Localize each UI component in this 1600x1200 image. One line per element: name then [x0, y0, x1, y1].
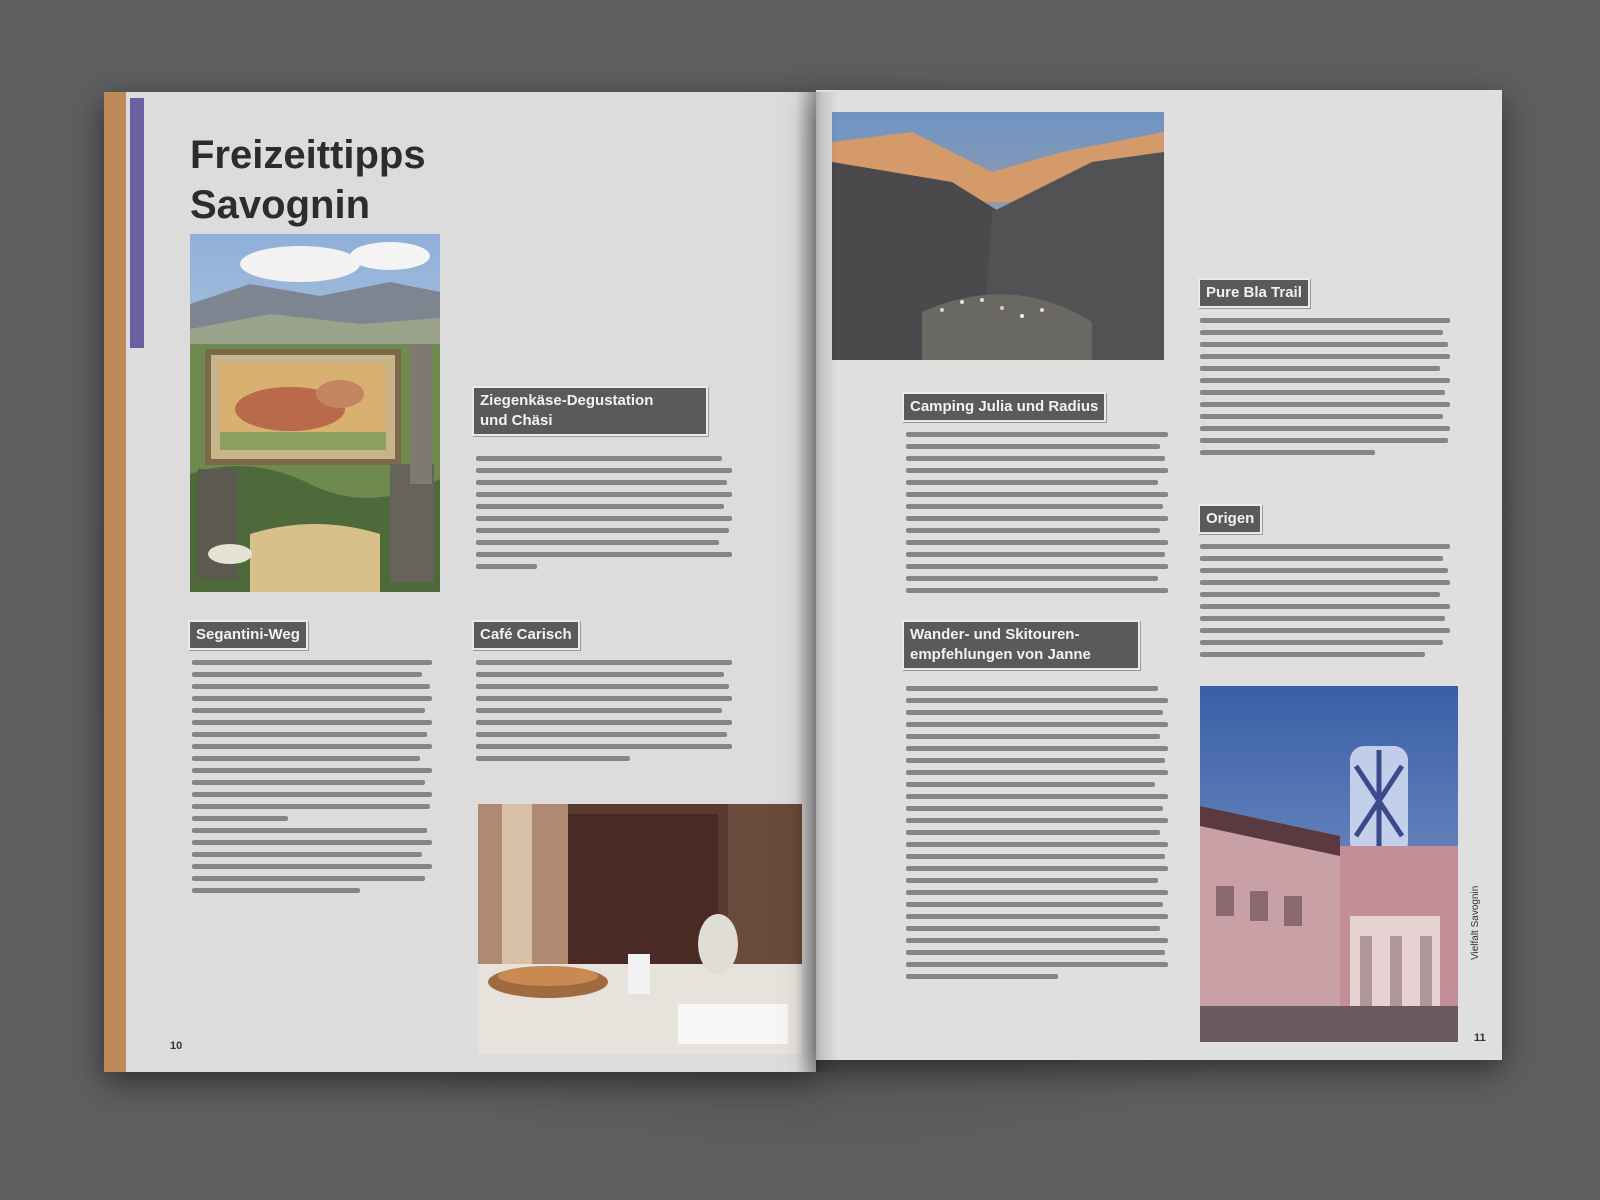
segantini-body-text	[192, 660, 432, 900]
trail-heading: Pure Bla Trail	[1206, 284, 1302, 301]
wander-heading-line-1: Wander- und Skitouren-	[910, 626, 1080, 643]
page-number-right: 11	[1474, 1032, 1486, 1044]
page-title	[190, 130, 426, 230]
cafe-heading: Café Carisch	[480, 626, 572, 643]
landscape-photo	[190, 234, 440, 592]
side-label: Vielfalt Savognin	[1470, 885, 1481, 960]
wander-heading-line-2: empfehlungen von Janne	[910, 646, 1091, 663]
title-line-2: Savognin	[190, 183, 371, 227]
title-line-1: Freizeittipps	[190, 133, 426, 177]
origen-tower-photo	[1200, 686, 1458, 1042]
camping-heading: Camping Julia und Radius	[910, 398, 1099, 415]
section-heading-wander	[902, 620, 1140, 670]
section-heading-camping	[902, 392, 1106, 422]
section-heading-cafe	[472, 620, 580, 650]
origen-heading: Origen	[1206, 510, 1255, 527]
kaese-body-text	[476, 456, 732, 576]
valley-photo	[832, 112, 1164, 360]
trail-body-text	[1200, 318, 1450, 462]
cafe-photo	[478, 804, 802, 1054]
wander-body-text	[906, 686, 1168, 986]
kaese-heading-line-2: und Chäsi	[480, 412, 553, 429]
segantini-heading: Segantini-Weg	[196, 626, 300, 643]
section-heading-trail	[1198, 278, 1310, 308]
section-tab-marker	[130, 98, 144, 348]
camping-body-text	[906, 432, 1168, 600]
kaese-heading-line-1: Ziegenkäse-Degustation	[480, 392, 654, 409]
cafe-body-text	[476, 660, 732, 768]
section-heading-segantini	[188, 620, 308, 650]
page-number-left: 10	[170, 1040, 183, 1052]
section-heading-origen	[1198, 504, 1262, 534]
section-heading-kaese	[472, 386, 708, 436]
origen-body-text	[1200, 544, 1450, 664]
